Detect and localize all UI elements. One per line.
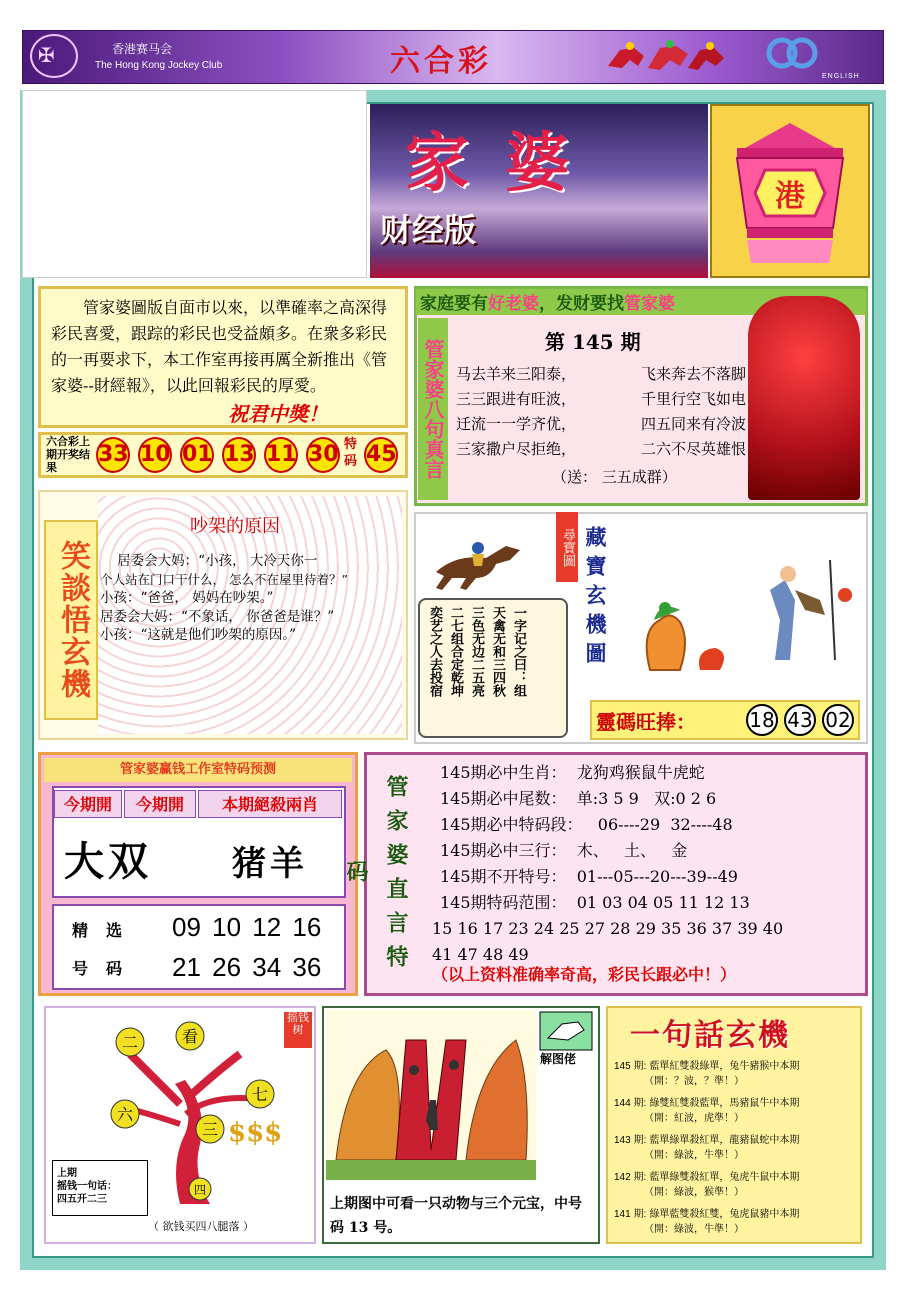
scroll-columns [426,606,527,734]
english-link-icon[interactable] [762,37,824,69]
poem-sender: （送： 三五成群） [552,468,677,486]
saying-body: 藍單紅雙殺綠單，兔牛豬猴中本期 [649,1061,800,1072]
saying-item [614,1134,858,1163]
poem-header-d: 管家婆 [624,294,675,314]
saying-open: （開：綠波，牛準！） [644,1149,744,1161]
direct-line: 145期必中特码段： 06----29 32----48 [440,815,733,834]
poem-header-b: 好老婆 [488,294,539,314]
scroll-column: 天禽无和三四秋 [490,606,505,697]
direct-line: 145期特码范围： 01 03 04 05 11 12 13 [440,893,750,912]
title-sub: 财经版 [380,211,477,249]
lantern-icon [725,118,855,268]
saying-issue: 143 期: [614,1135,647,1146]
saying-body: 綠雙紅雙殺藍單，馬豬鼠牛中本期 [649,1098,800,1109]
lucky-number: 02 [822,704,854,736]
joke-line: 个人站在门口干什么， 怎么不在屋里待着？” [100,571,348,587]
poem-row [456,412,746,437]
money-tree-previous [52,1160,148,1216]
direct-line: 15 16 17 23 24 25 27 28 29 35 36 37 39 40 [432,919,784,938]
org-name-cn: 香港赛马会 [112,42,173,56]
poem-line: 四五同来有冷波 [640,415,746,433]
lucky-numbers-label: 靈碼旺捧： [596,710,696,734]
intro-text: 管家婆圖版自面市以來，以準確率之高深得彩民喜愛，跟踪的彩民也受益頗多。在衆多彩民的一再要求下，本工作室再接再厲全新推出《管家婆--財經報》，以此回報彩民的厚愛。 [51,298,388,395]
poem-header-a: 家庭要有 [420,294,488,314]
racehorses-icon [600,36,730,78]
prediction-big-double: 大双 [64,839,152,885]
picked-numbers-row: 21 26 34 36 [172,952,322,982]
saying-item [614,1208,858,1237]
saying-body: 藍單綠雙殺紅單，兔虎牛鼠中本期 [649,1172,800,1183]
org-name-en: The Hong Kong Jockey Club [95,60,223,71]
joke-line: 小孩：“爸爸， 妈妈在吵架。” [100,590,274,606]
result-ball: 30 [306,437,340,473]
saying-list [614,1060,858,1245]
result-ball: 01 [180,437,214,473]
lucky-number: 43 [784,704,816,736]
tree-fruit: 三 [201,1120,219,1139]
poem-line: 迁流一一学齐优， [456,415,577,433]
saying-body: 綠單藍雙殺紅雙，兔虎鼠豬中本期 [649,1209,800,1220]
poem-side-title: 管家婆八句真言 [418,318,448,500]
tree-fruit: 二 [121,1033,139,1052]
poem-lines [456,362,746,462]
scroll-column: 二七组合定乾坤 [448,606,463,697]
picked-label: 精选 [72,921,141,940]
scroll-column: 一字记之曰：组 [511,606,526,697]
vault-picture [620,520,860,700]
joke-line: 居委会大妈：“不象话， 你爸爸是谁？” [100,608,335,625]
blank-panel [22,90,367,278]
hkjc-emblem-icon: ✠ [38,43,55,67]
intro-cheer: 祝君中獎！ [228,402,328,426]
saying-open: （開：綠波，牛準！） [644,1223,744,1235]
saying-title: 一句話玄機 [630,1018,790,1053]
picked-numbers-row: 09 10 12 16 [172,912,322,942]
money-sign-icon: $$$ [228,1118,283,1148]
previous-result-label: 六合彩上期开奖结果 [46,435,90,474]
curtain-image [748,296,860,500]
tree-fruit: 七 [251,1085,269,1104]
poem-row [456,362,746,387]
vault-tag: 尋寶圖 [556,512,578,582]
saying-issue: 142 期: [614,1172,647,1183]
result-ball: 10 [138,437,172,473]
money-tree-tag: 摇钱树 [284,1012,312,1048]
saying-item [614,1060,858,1089]
saying-body: 藍單綠單殺紅單，龍豬鼠蛇中本期 [649,1135,800,1146]
saying-open: （開：綠波，猴準！） [644,1186,744,1198]
saying-item [614,1171,858,1200]
poem-row [456,387,746,412]
direct-line: 145期必中生肖： 龙狗鸡猴鼠牛虎蛇 [440,763,705,782]
result-ball: 13 [222,437,256,473]
direct-line: 145期不开特号： 01---05---20---39--49 [440,867,738,886]
tree-prev-title: 上期 [57,1168,77,1179]
direct-line: 145期必中三行： 木、 土、 金 [440,841,688,860]
joke-side-title: 笑談悟玄機 [44,520,98,720]
poem-line: 千里行空飞如电 [640,390,746,408]
title-main: 家婆 [405,126,605,201]
poem-line: 马去羊来三阳泰， [456,365,577,383]
scroll-column: 奕艺之人去投宿 [427,606,442,697]
joke-line: 小孩：“这就是他们吵架的原因。” [100,627,297,643]
joke-line: 居委会大妈：“小孩， 大冷天你一 [100,553,318,569]
saying-open: （開：紅波，虎準！） [644,1112,744,1124]
saying-issue: 141 期: [614,1209,647,1220]
banner-title: 六合彩 [390,44,492,79]
prediction-kill-signs: 猪羊 [232,844,308,884]
poem-row [456,437,746,462]
racehorse-icon [426,532,526,594]
tree-fruit: 四 [193,1183,207,1197]
result-ball: 33 [96,437,130,473]
english-link[interactable]: ENGLISH [822,73,860,80]
prediction-col-header: 今期開 [54,790,122,818]
saying-issue: 144 期: [614,1098,647,1109]
prediction-col-header: 本期絕殺兩肖 [198,790,342,818]
poem-header-c: ，发财要找 [539,294,624,314]
poem-line: 飞来奔去不落脚 [640,365,746,383]
lucky-number: 18 [746,704,778,736]
intro-box [38,286,408,428]
saying-item [614,1097,858,1126]
joke-title: 吵架的原因 [190,516,280,537]
tree-prev-line: 四五开二三 [57,1194,107,1205]
prediction-col-header: 今期開 [124,790,196,818]
direct-line: 145期必中尾数： 单:3 5 9 双:0 2 6 [440,789,717,808]
lantern-char: 港 [775,179,805,214]
riddle-solver-tag: 解图佬 [540,1052,577,1066]
tree-prev-line: 摇钱一句话： [57,1181,117,1192]
saying-open: （開：？波，？準！） [644,1075,744,1087]
poem-line: 二六不尽英雄恨 [640,440,746,458]
special-number-label: 特码 [344,437,358,469]
picked-label: 号码 [72,959,141,978]
issue-number: 第 145 期 [545,330,641,354]
result-ball: 11 [264,437,298,473]
prediction-header: 管家婆赢钱工作室特码预测 [44,758,352,782]
poem-line: 三家撒户尽拒绝， [456,440,577,458]
vault-title: 藏寶玄機圖 [583,526,608,671]
saying-issue: 145 期: [614,1061,647,1072]
tree-fruit: 看 [181,1027,199,1046]
direct-words-lines [432,760,860,968]
special-number-ball: 45 [364,437,398,473]
money-tree-caption: （ 欲钱买四八腿落 ） [148,1220,254,1233]
poem-line: 三三跟进有旺波， [456,390,577,408]
riddle-text: 上期图中可看一只动物与三个元宝，中号码 13 号。 [330,1196,582,1236]
direct-words-note: （以上资料准确率奇高，彩民长跟必中！） [432,965,737,984]
direct-line: 41 47 48 49 [432,945,529,964]
scroll-column: 三色无边二五亮 [469,606,484,697]
tree-fruit: 六 [116,1105,134,1124]
joke-text [100,552,400,645]
riddle-picture [326,1010,536,1180]
direct-words-side-title: 管家婆直言特码 [343,775,409,979]
